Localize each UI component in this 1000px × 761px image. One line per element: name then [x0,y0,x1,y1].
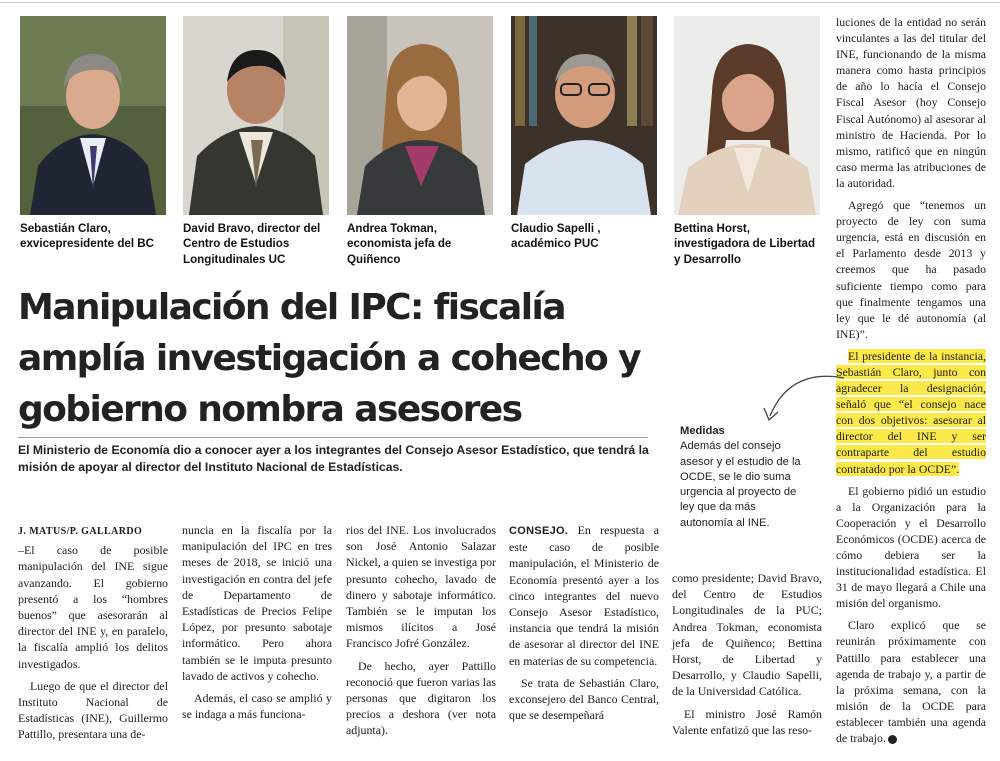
caption-bettina-horst [674,221,820,267]
paragraph: CONSEJO. En respuesta a este caso de posible manipulación, el Ministerio de Economía presentó ayer a los cinco integrantes del nuevo Consejo Asesor Estadístico, instancia que tendrá la misión de asesorar al director del INE en materias de su competencia. [509,523,659,668]
article-column-6 [836,14,986,752]
top-rule [0,2,1000,3]
paragraph: nuncia en la fiscalía por la manipulación del IPC en tres meses de 2018, se inició una investigación en contra del jefe de Departamento de Estadísticas de Precios Felipe López, por presunto sabotaje informático. Pero ahora también se le imputa presunto lavado de activos y cohecho. [182,523,332,683]
lead-divider [18,437,648,438]
caption-role: investigadora de Libertad y Desarrollo [674,237,816,266]
photo-david-bravo [183,16,329,215]
headline: Manipulación del IPC: fiscalía amplía investigación a cohecho y gobierno nombra asesores [18,287,640,430]
section-kicker: CONSEJO. [509,525,569,537]
caption-andrea-tokman [347,221,467,267]
paragraph: rios del INE. Los involucrados son José Antonio Salazar Nickel, a quien se investiga por presunto cohecho, lavado de dinero y sabotaje informático. También se le imputan los mismos ilícitos a José Francisco Jofré González. [346,523,496,651]
caption-role: Centro de Estudios Longitudinales UC [183,237,290,266]
lead-paragraph: El Ministerio de Economía dio a conocer ayer a los integrantes del Consejo Asesor Estadístico, que tendrá la misión de apoyar al director del Instituto Nacional de Estadísticas. [18,443,649,474]
yellow-highlight: El presidente de la instancia, Sebastián Claro, junto con agradecer la designación, señaló que “el consejo nace con dos objetivos: asesorar al director del INE y ser contraparte del estudio contratado por la OCDE”. [836,348,986,476]
article-column-4 [509,522,659,729]
photo-sebastian-claro [20,16,166,215]
paragraph: –El caso de posible manipulación del INE sigue avanzando. El gobierno presentó a los “hombres buenos” que asesorarán al director del INE y, en paralelo, la fiscalía amplió los delitos investigados. [18,543,168,671]
medidas-title: Medidas [680,425,725,437]
photo-andrea-tokman [347,16,493,215]
caption-role: académico PUC [511,237,599,251]
paragraph: como presidente; David Bravo, del Centro de Estudios Longitudinales de la PUC; Andrea Tokman, economista jefa de Quiñenco; Bettina Horst, de Libertad y Desarrollo, y Claudio Sapelli, de la Universidad Católica. [672,571,822,699]
paragraph: Luego de que el director del Instituto Nacional de Estadísticas (INE), Guillermo Pattillo, presentara una de- [18,678,168,742]
caption-david-bravo [183,221,343,267]
article-column-1 [18,522,168,749]
article-column-2 [182,522,332,728]
medidas-note [680,424,802,531]
caption-role: exvicepresidente del BC [20,237,155,251]
caption-name: Bettina Horst, [674,222,751,235]
paragraph: El ministro José Ramón Valente enfatizó que las reso- [672,706,822,737]
paragraph: Claro explicó que se reunirán próximamente con Pattillo para establecer una agenda de trabajo y, a partir de la próxima semana, con la misión de la OCDE para establecer también una agenda de trabajo. P [836,618,986,746]
highlighted-paragraph [836,348,986,477]
caption-name: Andrea Tokman, [347,222,437,235]
caption-name: Sebastián Claro, [20,222,111,235]
paragraph: Además, el caso se amplió y se indaga a más funciona- [182,691,332,722]
curved-arrow-icon [760,370,846,430]
photo-claudio-sapelli [511,16,657,215]
photo-bettina-horst [674,16,820,215]
end-of-article-icon: P [888,735,897,744]
caption-claudio-sapelli [511,221,661,252]
caption-name: David Bravo, director del [183,222,321,235]
caption-sebastian-claro [20,221,170,252]
article-column-3 [346,522,496,745]
paragraph: Agregó que “tenemos un proyecto de ley con suma urgencia, está en discusión en el Parlamento desde 2013 y creemos que ha pasado suficiente tiempo como para que finalmente tengamos una ley que le dé autonomía (al INE)”. [836,198,986,341]
byline: J. MATUS/P. GALLARDO [18,526,143,537]
paragraph: El gobierno pidió un estudio a la Organización para la Cooperación y el Desarrollo Económicos (OCDE) acerca de cómo debiera ser la institucionalidad estadística. El 31 de mayo llegará a Chile una misión del organismo. [836,483,986,611]
caption-name: Claudio Sapelli , [511,222,601,235]
paragraph: De hecho, ayer Pattillo reconoció que fueron varias las personas que digitaron los precios a deshora (ver nota adjunta). [346,658,496,738]
paragraph: Se trata de Sebastián Claro, exconsejero del Banco Central, que se desempeñará [509,675,659,723]
paragraph: luciones de la entidad no serán vinculantes a las del titular del INE, funcionando de la misma manera como hasta principios de año lo hacía el Consejo Fiscal Asesor (hoy Consejo Fiscal Autónomo) al asesorar al ministro de Hacienda. Por lo mismo, ratificó que en ningún caso merma las atribuciones de la autoridad. [836,15,986,190]
medidas-text: Además del consejo asesor y el estudio de la OCDE, se le dio suma urgencia al proyecto de ley que da más autonomía al INE. [680,440,801,529]
article-column-5 [672,570,822,744]
caption-role: economista jefa de Quiñenco [347,237,452,266]
